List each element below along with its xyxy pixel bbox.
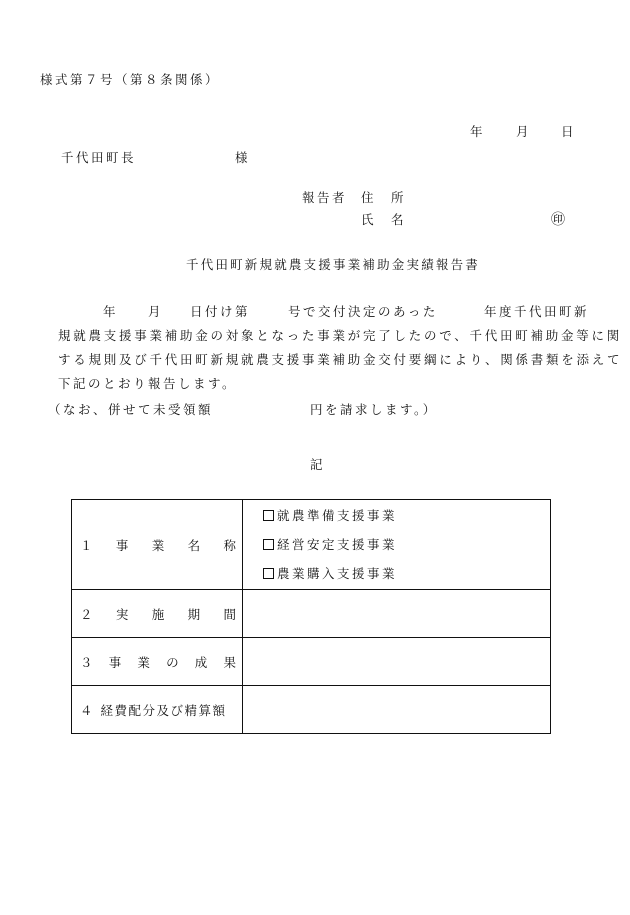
- date-day: 日: [561, 124, 574, 139]
- row2-char: 実: [115, 606, 129, 622]
- form-number: 様式第７号（第８条関係）: [40, 72, 221, 87]
- row3-number: ３: [80, 654, 93, 670]
- row3-char: 果: [223, 654, 236, 670]
- row2-label: [72, 590, 243, 638]
- body-decision: 号で交付決定のあった: [288, 304, 438, 319]
- row1-number: １: [80, 537, 93, 553]
- addressee-honorific: 様: [235, 150, 248, 165]
- row2-char: 期: [187, 606, 201, 622]
- ki-heading: 記: [310, 457, 323, 472]
- row4-number: ４: [80, 702, 93, 718]
- row3-char: 成: [194, 654, 208, 670]
- option-label: 経営安定支援事業: [277, 537, 398, 552]
- row4-value[interactable]: [243, 686, 551, 734]
- row1-char: 業: [151, 537, 165, 553]
- row3-char: 事: [108, 654, 122, 670]
- record-table: [71, 499, 551, 734]
- checkbox-icon[interactable]: [263, 510, 274, 521]
- body-fiscal-year: 年度千代田町新: [484, 304, 590, 319]
- body-line-5b: 円を請求します。）: [310, 402, 438, 417]
- table-row: [72, 500, 551, 590]
- report-title: 千代田町新規就農支援事業補助金実績報告書: [186, 257, 481, 272]
- row2-char: 施: [151, 606, 165, 622]
- checkbox-icon[interactable]: [263, 568, 274, 579]
- addressee-name: 千代田町長: [61, 150, 137, 165]
- option-item[interactable]: [243, 559, 550, 588]
- checkbox-icon[interactable]: [263, 539, 274, 550]
- body-month: 月: [148, 304, 164, 319]
- row1-char: 称: [223, 537, 236, 553]
- table-row: [72, 686, 551, 734]
- row1-label: [72, 500, 243, 590]
- body-line-3: する規則及び千代田町新規就農支援事業補助金交付要綱により、関係書類を添えて: [58, 352, 623, 367]
- reporter-address-label: 住 所: [361, 190, 407, 205]
- row3-char: 業: [137, 654, 150, 670]
- option-item[interactable]: [243, 530, 550, 559]
- row1-char: 事: [115, 537, 129, 553]
- row3-value[interactable]: [243, 638, 551, 686]
- row4-text: 経費配分及び精算額: [100, 702, 227, 718]
- seal-mark: ㊞: [551, 212, 565, 228]
- reporter-label: 報告者: [302, 190, 348, 205]
- table-row: [72, 590, 551, 638]
- date-month: 月: [516, 124, 529, 139]
- option-label: 就農準備支援事業: [277, 508, 398, 523]
- body-day-no: 日付け第: [190, 304, 251, 319]
- reporter-name-label: 氏 名: [361, 212, 407, 227]
- option-item[interactable]: [243, 501, 550, 530]
- row3-label: [72, 638, 243, 686]
- option-label: 農業購入支援事業: [277, 566, 398, 581]
- row4-label: [72, 686, 243, 734]
- date-year: 年: [470, 124, 483, 139]
- row2-value[interactable]: [243, 590, 551, 638]
- row1-char: 名: [187, 537, 201, 553]
- row1-options: [243, 500, 551, 590]
- body-line-4: 下記のとおり報告します。: [58, 376, 238, 391]
- row2-number: ２: [80, 606, 93, 622]
- row3-char: の: [166, 654, 179, 670]
- body-line-2: 規就農支援事業補助金の対象となった事業が完了したので、千代田町補助金等に関: [58, 328, 623, 343]
- row2-char: 間: [223, 606, 236, 622]
- body-year: 年: [103, 304, 119, 319]
- body-line-5a: （なお、併せて未受領額: [48, 402, 214, 417]
- table-row: [72, 638, 551, 686]
